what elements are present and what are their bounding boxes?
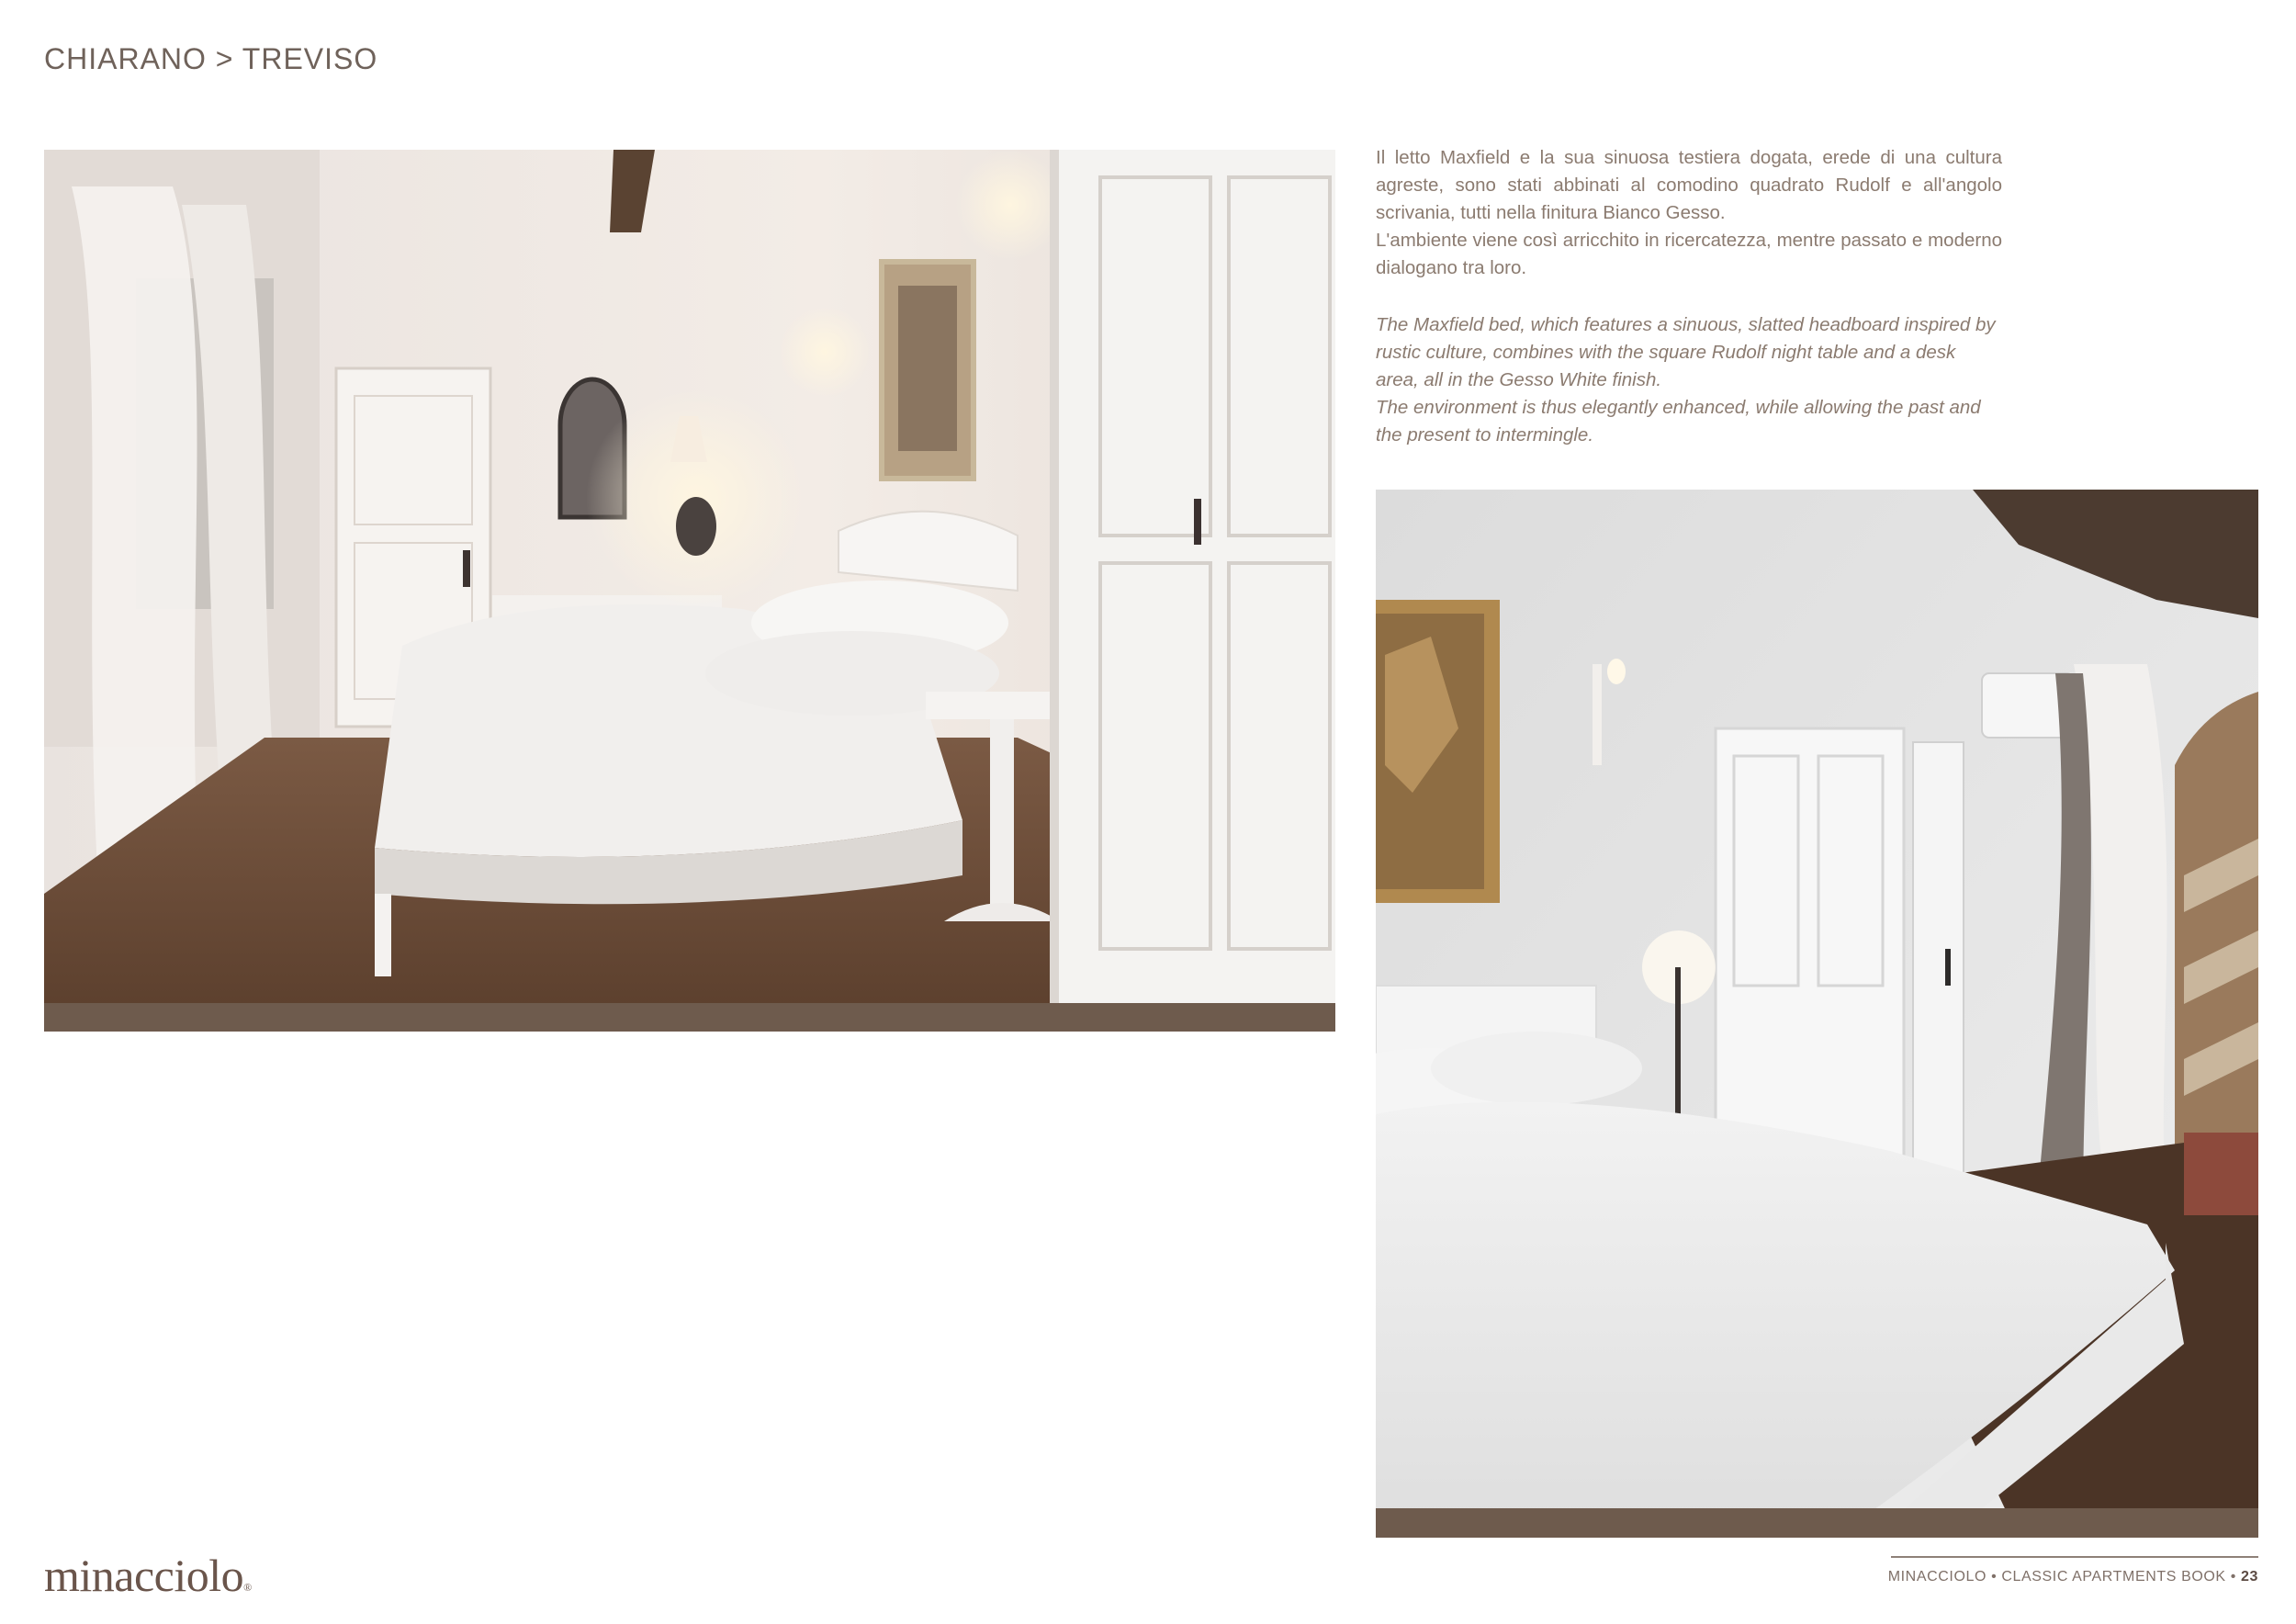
brand-logo <box>44 1549 252 1602</box>
english-paragraph-2: The environment is thus elegantly enhanced, while allowing the past and the present to intermingle. <box>1376 397 1981 445</box>
registered-mark: ® <box>243 1581 252 1594</box>
page-number: 23 <box>2241 1569 2258 1585</box>
brand-logo-text: minacciolo <box>44 1550 244 1601</box>
italian-paragraph-1: Il letto Maxfield e la sua sinuosa testiera dogata, erede di una cultura agreste, sono stati abbinati al comodino quadrato Rudolf e all'angolo scrivania, tutti nella finitura Bianco Gesso. <box>1376 147 2002 223</box>
footer-caption <box>1888 1569 2258 1585</box>
bedroom-photo-secondary <box>1376 490 2258 1538</box>
footer-book-title: MINACCIOLO • CLASSIC APARTMENTS BOOK • <box>1887 1569 2236 1585</box>
footer-divider <box>1891 1556 2258 1558</box>
english-paragraph-1: The Maxfield bed, which features a sinuous, slatted headboard inspired by rustic culture, combines with the square Rudolf night table and a desk area, all in the Gesso White finish. <box>1376 314 1996 390</box>
description-text <box>1376 144 2002 449</box>
italian-paragraph-2: L'ambiente viene così arricchito in ricercatezza, mentre passato e moderno dialogano tra loro. <box>1376 230 2002 278</box>
page-location-title: CHIARANO > TREVISO <box>44 42 378 75</box>
bedroom-photo-main <box>44 150 1335 1032</box>
